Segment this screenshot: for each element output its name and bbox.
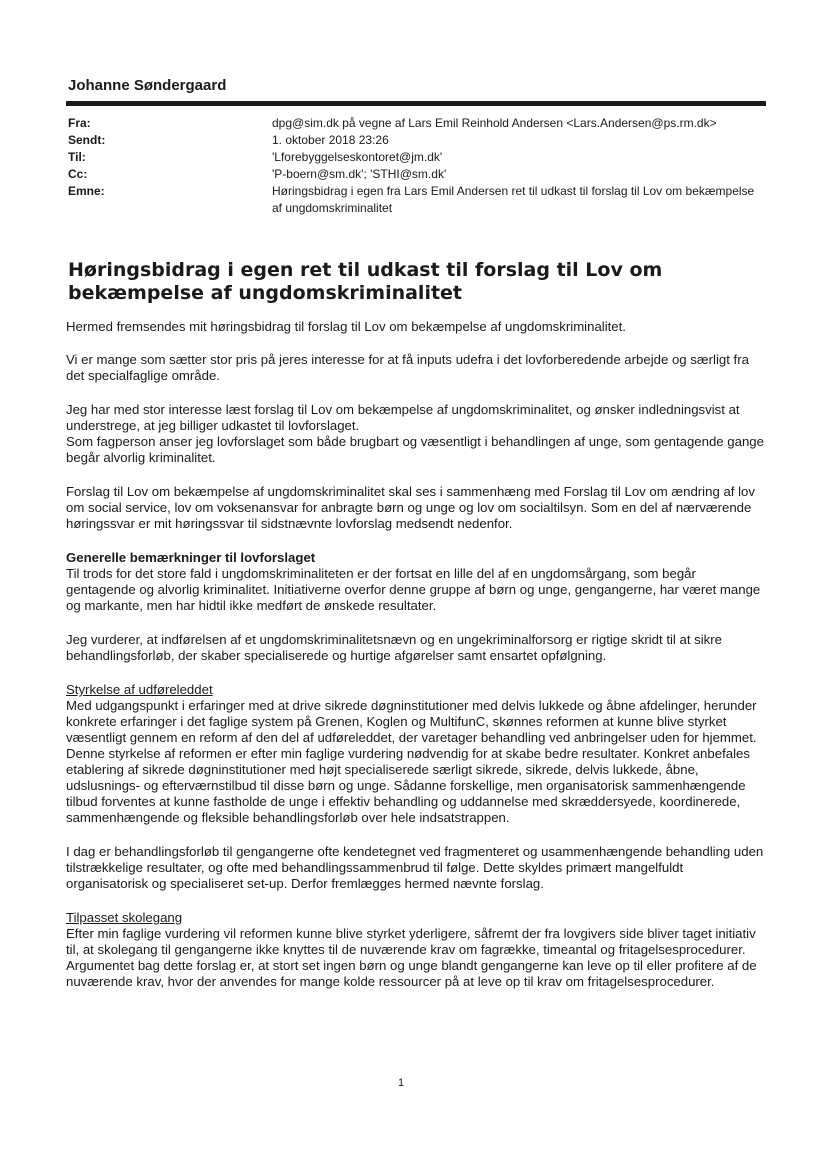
subsection-heading: Styrkelse af udføreleddet [66,682,213,697]
header-divider [66,101,766,106]
meta-value: 'P-boern@sm.dk'; 'STHI@sm.dk' [272,167,447,181]
meta-value: 'Lforebyggelseskontoret@jm.dk' [272,150,443,164]
meta-value: Høringsbidrag i egen fra Lars Emil Andersen ret til udkast til forslag til Lov om bekæmpelse af ungdomskriminalitet [272,184,755,215]
meta-label: Emne: [68,184,105,198]
paragraph: Som fagperson anser jeg lovforslaget som både brugbart og væsentligt i behandlingen af unge, som gentagende gange begår alvorlig kriminalitet. [66,434,764,465]
paragraph: I dag er behandlingsforløb til gengangerne ofte kendetegnet ved fragmenteret og usammenhængende behandling uden tilstrækkelige resultater, og ofte med behandlingssammenbrud til følge. Dette skyldes primært mangelfuldt organisatorisk og specialiseret set-up. Derfor fremlægges hermed nævnte forslag. [66,844,764,891]
document-body [66,319,766,990]
paragraph: Til trods for det store fald i ungdomskriminaliteten er der fortsat en lille del af en ungdomsårgang, som begår gentagende og alvorlig kriminalitet. Initiativerne overfor denne gruppe af børn og unge, gengangerne, har været mange og markante, men har hidtil ikke medført de ønskede resultater. [66,566,761,613]
meta-label: Sendt: [68,133,106,147]
subsection-heading: Tilpasset skolegang [66,910,183,925]
email-meta [68,115,768,217]
paragraph: Forslag til Lov om bekæmpelse af ungdomskriminalitet skal ses i sammenhæng med Forslag til Lov om ændring af lov om social service, lov om voksenansvar for anbragte børn og unge og lov om socialtilsyn. Som en del af nærværende høringssvar er mit høringssvar til sidstnævnte lovforslag medsendt nedenfor. [66,484,755,531]
paragraph: Med udgangspunkt i erfaringer med at drive sikrede døgninstitutioner med delvis lukkede og åbne afdelinger, herunder konkrete erfaringer i det faglige system på Grenen, Koglen og MultifunC, skønnes reformen at kunne blive styrket væsentligt gennem en reform af den del af udføreleddet, der varetager behandling ved anbringelser uden for hjemmet. Denne styrkelse af reformen er efter min faglige vurdering nødvendig for at skabe bedre resultater. Konkret anbefales etablering af sikrede døgninstitutioner med højt specialiserede særligt sikrede, sikrede, delvis lukkede, åbne, udslusnings- og efterværnstilbud til disse børn og unge. Sådanne forskellige, men organisatorisk sammenhængende tilbud forventes at kunne fastholde de unge i effektiv behandling og uddannelse med skræddersyede, koordinerede, sammenhængende og fleksible behandlingsforløb over hele indsatstrappen. [66,698,757,825]
meta-row-cc [68,166,768,183]
paragraph: Efter min faglige vurdering vil reformen kunne blive styrket yderligere, såfremt der fra lovgivers side bliver taget initiativ til, at skolegang til gengangerne ikke knyttes til de nuværende krav om fagrække, timeantal og fritagelsesprocedurer. Argumentet bag dette forslag er, at stort set ingen børn og unge blandt gengangerne kan leve op til eller profitere af de nuværende krav, hvor der anvendes for mange kolde ressourcer på at leve op til krav om fritagelsesprocedurer. [66,926,757,989]
sender-name: Johanne Søndergaard [68,77,227,94]
intro-paragraph: Hermed fremsendes mit høringsbidrag til forslag til Lov om bekæmpelse af ungdomskriminalitet. [66,319,626,334]
meta-value: 1. oktober 2018 23:26 [272,133,389,147]
meta-label: Fra: [68,116,91,130]
section-heading: Generelle bemærkninger til lovforslaget [66,550,316,565]
paragraph: Jeg vurderer, at indførelsen af et ungdomskriminalitetsnævn og en ungekriminalforsorg er rigtige skridt til at sikre behandlingsforløb, der skaber specialiserede og hurtige afgørelser samt ensartet opfølgning. [66,632,723,663]
meta-row-to [68,149,768,166]
meta-label: Cc: [68,167,88,181]
paragraph: Vi er mange som sætter stor pris på jeres interesse for at få inputs udefra i det lovforberedende arbejde og særligt fra det specialfaglige område. [66,352,749,383]
meta-row-subject [68,183,768,217]
document-title: Høringsbidrag i egen ret til udkast til forslag til Lov om bekæmpelse af ungdomskriminalitet [68,259,663,304]
paragraph: Jeg har med stor interesse læst forslag til Lov om bekæmpelse af ungdomskriminalitet, og ønsker indledningsvist at understrege, at jeg billiger udkastet til lovforslaget. [66,402,740,433]
page-number: 1 [398,1077,405,1089]
meta-row-sent [68,132,768,149]
meta-row-from [68,115,768,132]
meta-value: dpg@sim.dk på vegne af Lars Emil Reinhold Andersen <Lars.Andersen@ps.rm.dk> [272,116,717,130]
meta-label: Til: [68,150,86,164]
